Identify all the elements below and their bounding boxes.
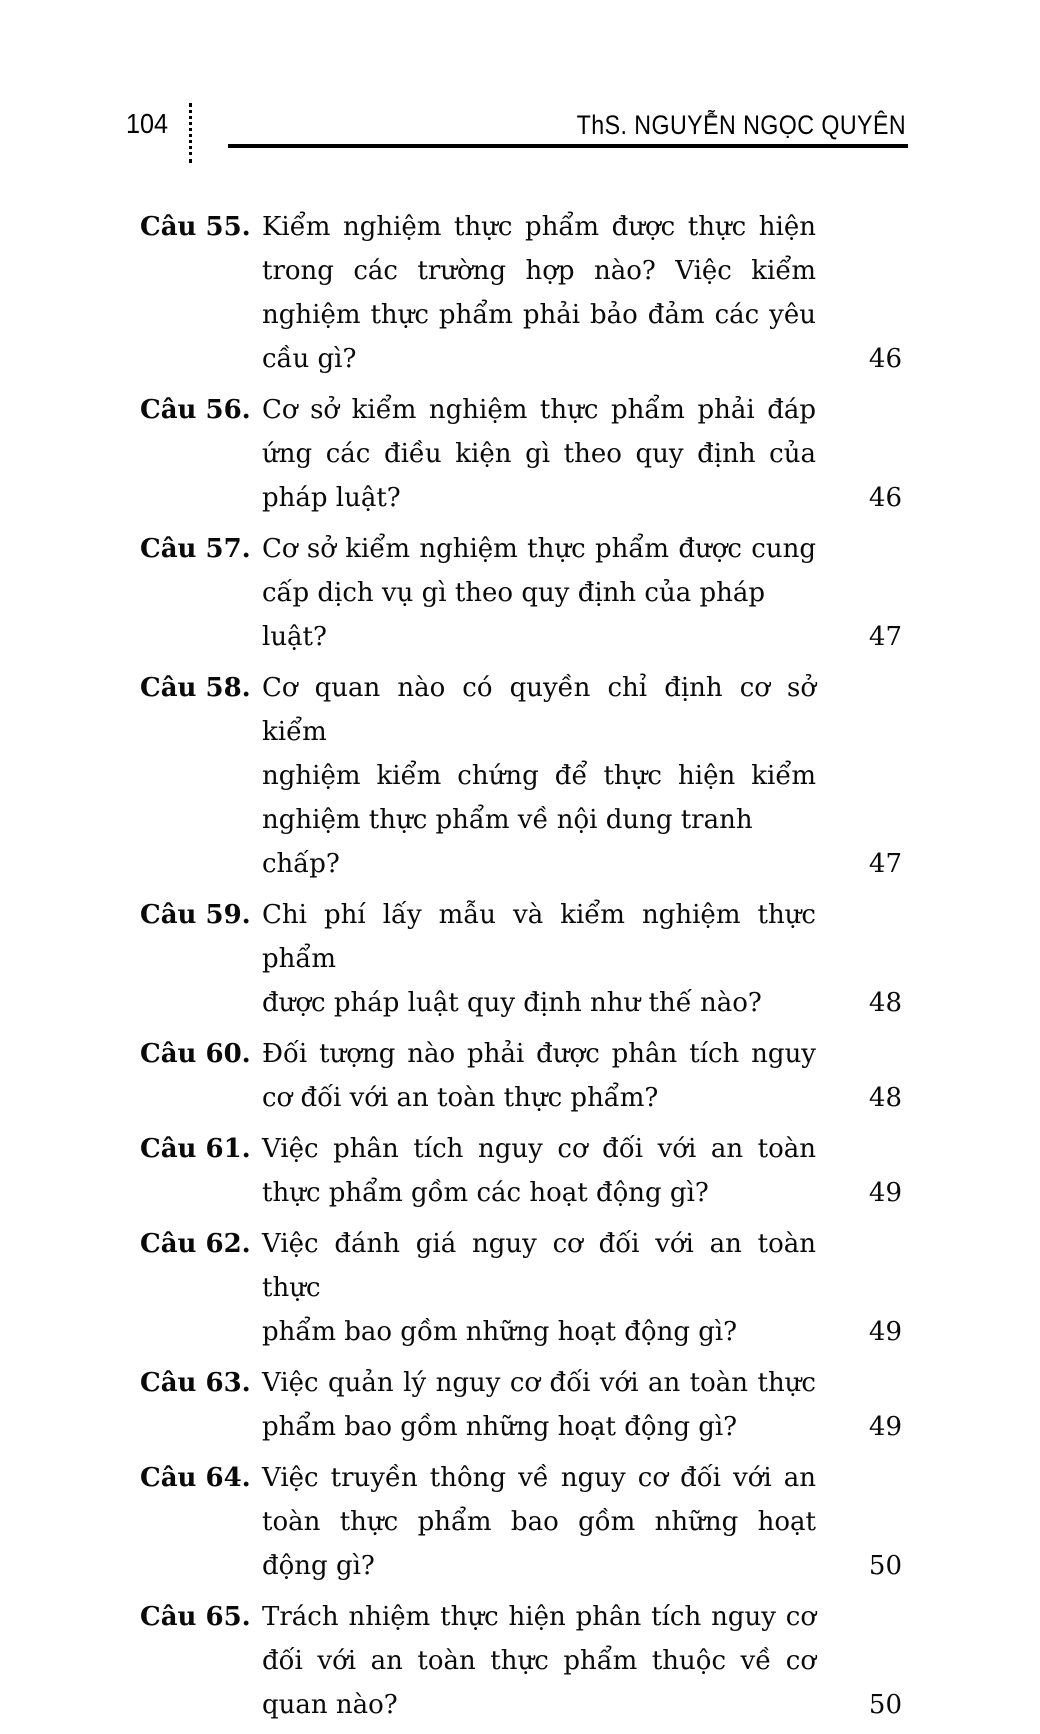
toc-entry-label: Câu 62. xyxy=(140,1229,251,1259)
toc-entry-label: Câu 60. xyxy=(140,1039,251,1069)
toc-entry-label: Câu 56. xyxy=(140,395,251,425)
toc-question-line: Kiểm nghiệm thực phẩm được thực hiện xyxy=(262,212,816,242)
toc-list xyxy=(140,205,902,1734)
toc-entry-question xyxy=(262,893,816,1025)
toc-question-line: phẩm bao gồm những hoạt động gì? xyxy=(262,1412,738,1442)
toc-question-line: cấp dịch vụ gì theo quy định của pháp luật? xyxy=(262,578,766,652)
toc-question-line: trong các trường hợp nào? Việc kiểm xyxy=(262,256,816,286)
toc-entry-question xyxy=(262,1361,816,1449)
toc-entry xyxy=(140,1595,902,1727)
toc-entry-question xyxy=(262,388,816,520)
toc-entry-question xyxy=(262,1456,816,1588)
toc-question-line: ứng các điều kiện gì theo quy định của xyxy=(262,439,816,469)
toc-entry-label: Câu 61. xyxy=(140,1134,251,1164)
toc-entry-label: Câu 63. xyxy=(140,1368,251,1398)
toc-entry-page-number: 50 xyxy=(868,1690,902,1720)
toc-question-line: Việc phân tích nguy cơ đối với an toàn xyxy=(262,1134,816,1164)
toc-question-line: Việc truyền thông về nguy cơ đối với an xyxy=(262,1463,816,1493)
toc-question-line: quan nào? xyxy=(262,1690,398,1720)
toc-question-line: Cơ sở kiểm nghiệm thực phẩm phải đáp xyxy=(262,395,816,425)
toc-entry xyxy=(140,205,902,381)
toc-entry xyxy=(140,666,902,886)
toc-entry-page-number: 48 xyxy=(868,988,902,1018)
toc-entry xyxy=(140,1222,902,1354)
toc-entry-page-number: 47 xyxy=(868,849,902,879)
toc-question-line: nghiệm thực phẩm phải bảo đảm các yêu xyxy=(262,300,816,330)
toc-question-line: pháp luật? xyxy=(262,483,401,513)
toc-question-line: Cơ sở kiểm nghiệm thực phẩm được cung xyxy=(262,534,816,564)
toc-question-line: động gì? xyxy=(262,1551,375,1581)
toc-entry-page-number: 49 xyxy=(868,1178,902,1208)
toc-question-line: Cơ quan nào có quyền chỉ định cơ sở kiểm xyxy=(262,673,816,747)
toc-question-line: Trách nhiệm thực hiện phân tích nguy cơ xyxy=(262,1602,816,1632)
toc-entry xyxy=(140,1361,902,1449)
toc-question-line: cầu gì? xyxy=(262,344,357,374)
toc-question-line: toàn thực phẩm bao gồm những hoạt xyxy=(262,1507,816,1537)
toc-question-line: nghiệm kiểm chứng để thực hiện kiểm xyxy=(262,761,816,791)
toc-entry-label: Câu 64. xyxy=(140,1463,251,1493)
toc-entry-question xyxy=(262,1032,816,1120)
toc-question-line: Chi phí lấy mẫu và kiểm nghiệm thực phẩm xyxy=(262,900,816,974)
toc-entry-question xyxy=(262,666,816,886)
toc-question-line: đối với an toàn thực phẩm thuộc về cơ xyxy=(262,1646,816,1676)
toc-question-line: nghiệm thực phẩm về nội dung tranh chấp? xyxy=(262,805,753,879)
toc-question-line: Việc đánh giá nguy cơ đối với an toàn thực xyxy=(262,1229,816,1303)
toc-entry-page-number: 46 xyxy=(868,344,902,374)
toc-question-line: phẩm bao gồm những hoạt động gì? xyxy=(262,1317,738,1347)
toc-entry-question xyxy=(262,205,816,381)
folio-page-number: 104 xyxy=(126,108,169,139)
toc-entry-page-number: 46 xyxy=(868,483,902,513)
toc-question-line: được pháp luật quy định như thế nào? xyxy=(262,988,762,1018)
toc-question-line: thực phẩm gồm các hoạt động gì? xyxy=(262,1178,709,1208)
toc-entry-page-number: 49 xyxy=(868,1317,902,1347)
dotted-chain-ornament xyxy=(189,103,192,163)
toc-question-line: Đối tượng nào phải được phân tích nguy xyxy=(262,1039,816,1069)
toc-entry-question xyxy=(262,1595,816,1727)
toc-entry-page-number: 47 xyxy=(868,622,902,652)
toc-entry xyxy=(140,1032,902,1120)
toc-entry xyxy=(140,388,902,520)
toc-entry-page-number: 50 xyxy=(868,1551,902,1581)
header-author: ThS. NGUYỄN NGỌC QUYÊN xyxy=(576,110,906,140)
toc-entry xyxy=(140,1127,902,1215)
toc-entry xyxy=(140,527,902,659)
toc-entry-page-number: 48 xyxy=(868,1083,902,1113)
toc-entry-question xyxy=(262,1222,816,1354)
toc-question-line: cơ đối với an toàn thực phẩm? xyxy=(262,1083,659,1113)
toc-entry-question xyxy=(262,1127,816,1215)
toc-entry-label: Câu 57. xyxy=(140,534,251,564)
toc-entry-label: Câu 55. xyxy=(140,212,251,242)
toc-entry xyxy=(140,1456,902,1588)
toc-entry-question xyxy=(262,527,816,659)
toc-entry-label: Câu 59. xyxy=(140,900,251,930)
toc-entry-page-number: 49 xyxy=(868,1412,902,1442)
toc-entry-label: Câu 65. xyxy=(140,1602,251,1632)
toc-entry xyxy=(140,893,902,1025)
toc-entry-label: Câu 58. xyxy=(140,673,251,703)
toc-question-line: Việc quản lý nguy cơ đối với an toàn thực xyxy=(262,1368,816,1398)
header-rule xyxy=(228,144,908,148)
